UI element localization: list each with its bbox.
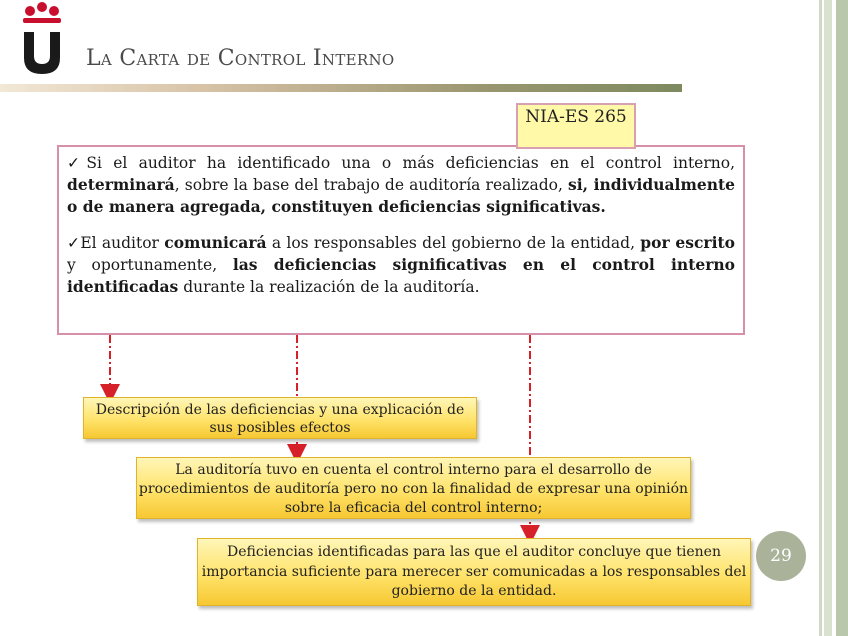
nia-es-tag: NIA-ES 265 [516, 103, 636, 149]
right-bar-thin [819, 0, 822, 636]
paragraph-1: ✓Si el auditor ha identificado una o más deficiencias en el control interno, determinará, sobre la base del trabajo de auditoría realizado, si, individualmente o de manera agregada, constituyen deficiencias significativas. [67, 154, 735, 216]
explanation-box-internal-control: La auditoría tuvo en cuenta el control interno para el desarrollo de procedimientos de auditoría pero no con la finalidad de expresar una opinión sobre la eficacia del control interno; [136, 457, 691, 519]
university-logo-icon [20, 2, 64, 76]
right-decorative-bars [818, 0, 848, 636]
page-number-badge: 29 [756, 531, 806, 581]
title-underline [0, 84, 682, 92]
right-bar-mid [824, 0, 832, 636]
right-bar-wide [836, 0, 848, 636]
slide-title: La Carta de Control Interno [86, 46, 395, 71]
main-text-box [57, 145, 745, 335]
paragraph-2: ✓El auditor comunicará a los responsables del gobierno de la entidad, por escrito y oportunamente, las deficiencias significativas en el control interno identificadas durante la realización de la auditoría. [67, 233, 735, 296]
explanation-box-deficiencies: Descripción de las deficiencias y una explicación de sus posibles efectos [83, 397, 477, 439]
checkmark-icon: ✓ [67, 234, 81, 252]
explanation-box-significant-deficiencies: Deficiencias identificadas para las que el auditor concluye que tienen importancia suficiente para merecer ser comunicadas a los responsables del gobierno de la entidad. [197, 538, 751, 606]
checkmark-icon: ✓ [67, 154, 87, 172]
